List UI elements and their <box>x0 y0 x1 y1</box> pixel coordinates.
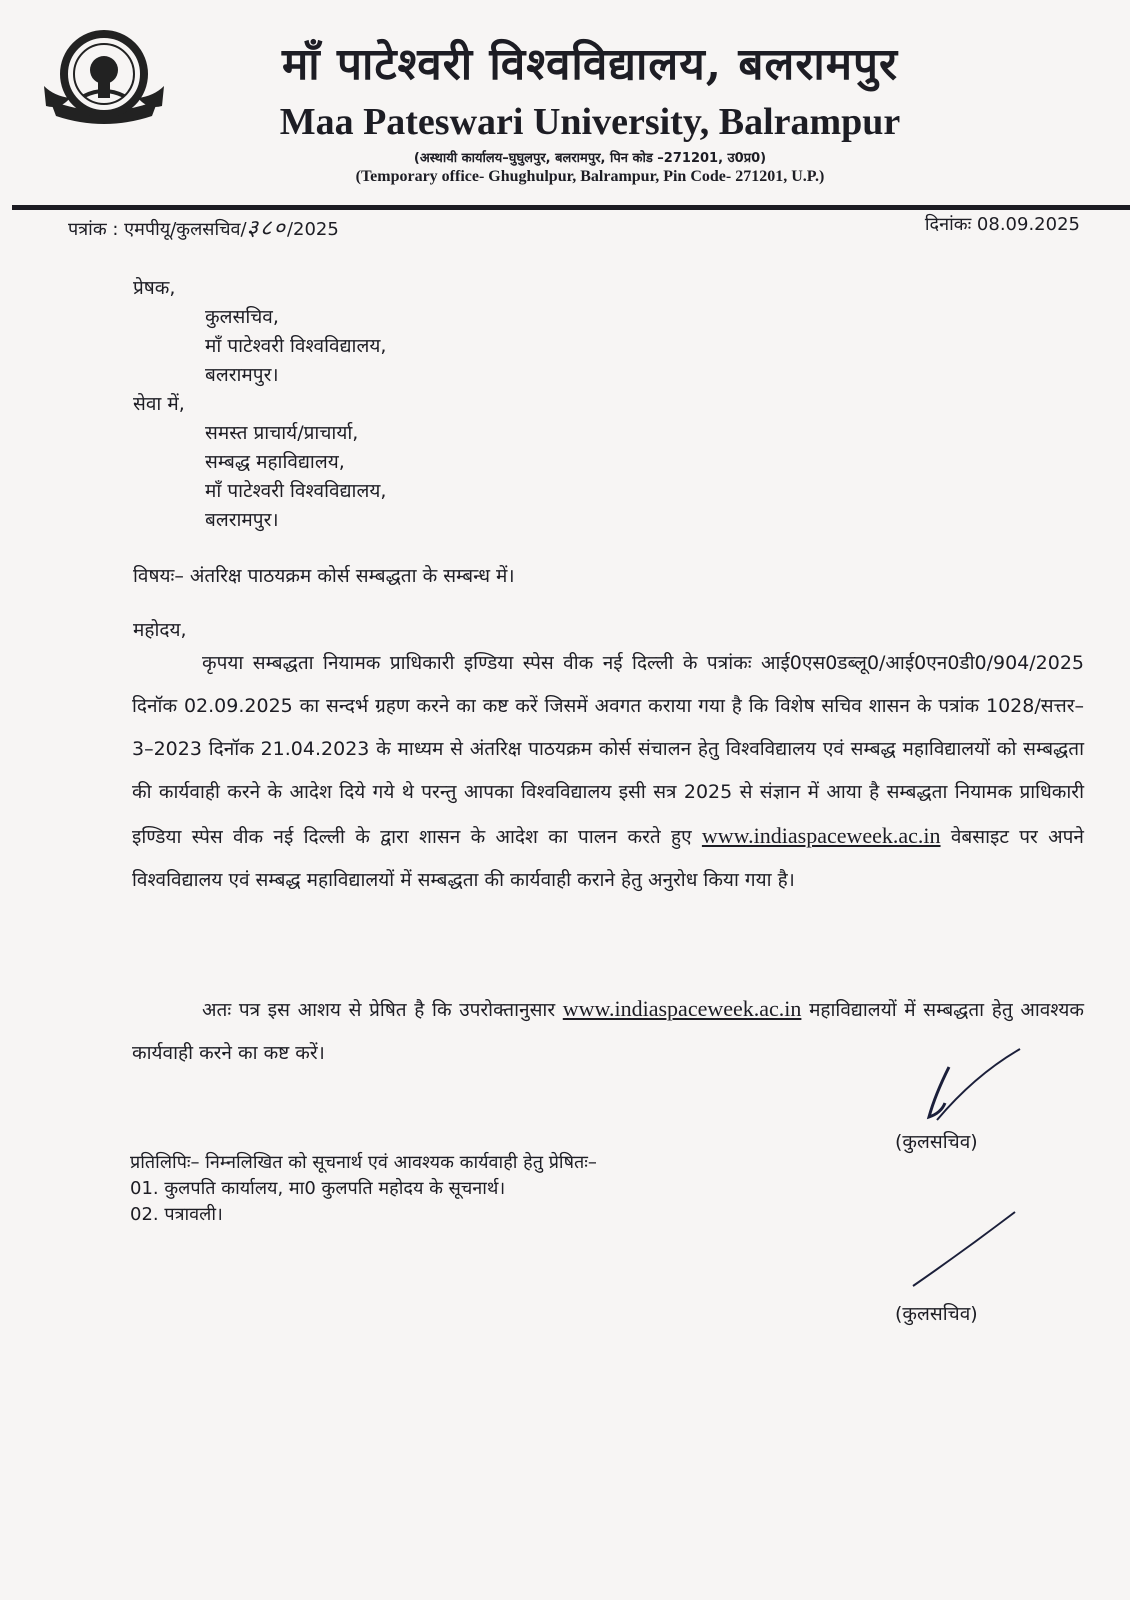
sender-block <box>133 274 386 390</box>
recipient-line: माँ पाटेश्वरी विश्वविद्यालय, <box>205 480 387 502</box>
signature-mark <box>905 1210 1020 1290</box>
reference-suffix: /2025 <box>286 219 339 240</box>
website-link[interactable]: www.indiaspaceweek.ac.in <box>562 996 802 1021</box>
recipient-line: बलरामपुर। <box>205 509 279 531</box>
paragraph-1 <box>132 642 1084 902</box>
university-title-english: Maa Pateswari University, Balrampur <box>279 101 901 143</box>
recipient-line: सम्बद्ध महाविद्यालय, <box>205 451 345 473</box>
website-link[interactable]: www.indiaspaceweek.ac.in <box>701 823 941 848</box>
reference-number <box>68 212 339 242</box>
recipient-line: समस्त प्राचार्य/प्राचार्या, <box>205 422 359 444</box>
copy-item: 02. पत्रावली। <box>130 1204 223 1225</box>
address-hindi: (अस्थायी कार्यालय–घुघुलपुर, बलरामपुर, पिन कोड –271201, उ0प्र0) <box>413 151 767 166</box>
letter-date: दिनांकः 08.09.2025 <box>924 214 1080 235</box>
copy-heading: प्रतिलिपिः– निम्नलिखित को सूचनार्थ एवं आवश्यक कार्यवाही हेतु प्रेषितः– <box>130 1152 597 1173</box>
copy-to-block <box>130 1150 597 1228</box>
recipient-label: सेवा में, <box>133 393 185 415</box>
sender-line: कुलसचिव, <box>205 306 279 328</box>
reference-prefix: पत्रांक : एमपीयू/कुलसचिव/ <box>68 219 247 240</box>
paragraph-2-text-end: महाविद्यालयों में सम्बद्धता हेतु आवश्यक कार्यवाही करने का कष्ट करें। <box>132 999 1084 1064</box>
salutation: महोदय, <box>133 619 187 641</box>
address-english: (Temporary office- Ghughulpur, Balrampur, Pin Code- 271201, U.P.) <box>355 168 825 185</box>
sender-line: बलरामपुर। <box>205 364 279 386</box>
university-title-hindi: माँ पाटेश्वरी विश्वविद्यालय, बलरामपुर <box>281 39 899 90</box>
paragraph-1-text-end: वेबसाइट पर अपने विश्वविद्यालय एवं सम्बद्ध महाविद्यालयों में सम्बद्धता की कार्यवाही कराने हेतु अनुरोध किया गया है। <box>132 826 1084 891</box>
signature-mark <box>915 1045 1025 1125</box>
sender-line: माँ पाटेश्वरी विश्वविद्यालय, <box>205 335 387 357</box>
header-divider <box>12 205 1130 210</box>
university-seal-icon <box>40 26 168 134</box>
signature-1-title: (कुलसचिव) <box>895 1131 978 1153</box>
paragraph-2-text: अतः पत्र इस आशय से प्रेषित है कि उपरोक्तानुसार <box>202 999 556 1021</box>
subject-line: विषयः– अंतरिक्ष पाठयक्रम कोर्स सम्बद्धता के सम्बन्ध में। <box>133 565 515 587</box>
recipient-block <box>133 390 386 535</box>
reference-handwritten-number: ३८० <box>246 216 287 241</box>
copy-item: 01. कुलपति कार्यालय, मा0 कुलपति महोदय के सूचनार्थ। <box>130 1178 506 1199</box>
paragraph-1-text: कृपया सम्बद्धता नियामक प्राधिकारी इण्डिया स्पेस वीक नई दिल्ली के पत्रांकः आई0एस0डब्लू0/आई0एन0डी0/904/2025 दिनॉक 02.09.2025 का सन्दर्भ ग्रहण करने का कष्ट करें जिसमें अवगत कराया गया है कि विशेष सचिव शासन के पत्रांक 1028/सत्तर–3–2023 दिनॉक 21.04.2023 के माध्यम से अंतरिक्ष पाठयक्रम कोर्स संचालन हेतु विश्वविद्यालय एवं सम्बद्ध महाविद्यालयों को सम्बद्धता की कार्यवाही करने के आदेश दिये गये थे परन्तु आपका विश्वविद्यालय इसी सत्र 2025 से संज्ञान में आया है सम्बद्धता नियामक प्राधिकारी इण्डिया स्पेस वीक नई दिल्ली के द्वारा शासन के आदेश का पालन करते हुए <box>132 652 1084 848</box>
sender-label: प्रेषक, <box>133 277 176 299</box>
signature-2-title: (कुलसचिव) <box>895 1303 978 1325</box>
